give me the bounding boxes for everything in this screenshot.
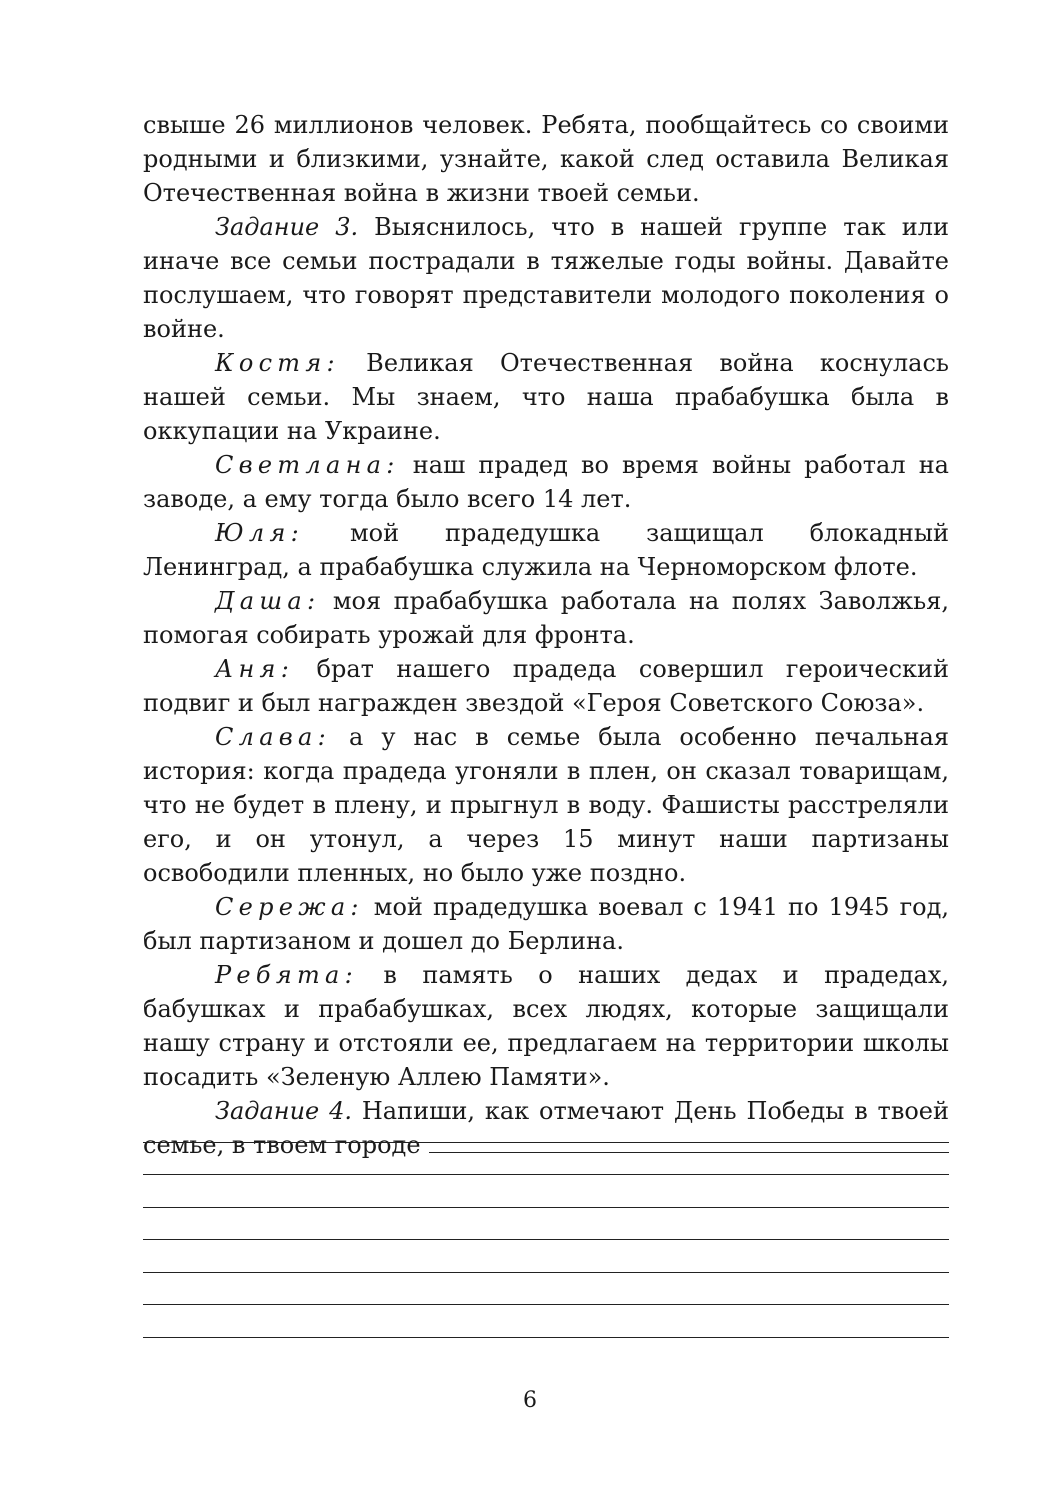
paragraph-intro: свыше 26 миллионов человек. Ребята, пообщайтесь со своими родными и близкими, узнайте, какой след оставила Великая Отечественная война в жизни твоей семьи.	[143, 111, 949, 207]
paragraph-dasha: Даша: моя прабабушка работала на полях Заволжья, помогая собирать урожай для фронта.	[143, 587, 949, 649]
speaker-name: Сережа:	[215, 893, 364, 921]
answer-line[interactable]	[143, 1110, 949, 1143]
task-label: Задание 3.	[215, 213, 359, 241]
speaker-name: Слава:	[215, 723, 331, 751]
speaker-name: Костя:	[215, 349, 340, 377]
answer-line[interactable]	[143, 1240, 949, 1273]
speaker-name: Юля:	[215, 519, 305, 547]
paragraph-seryozha: Сережа: мой прадедушка воевал с 1941 по 1945 год, был партизаном и дошел до Берлина.	[143, 893, 949, 955]
speaker-name: Ребята:	[215, 961, 359, 989]
speaker-name: Светлана:	[215, 451, 400, 479]
speaker-name: Аня:	[215, 655, 295, 683]
task-label: Задание 4.	[215, 1097, 352, 1125]
paragraph-anya: Аня: брат нашего прадеда совершил героический подвиг и был награжден звездой «Героя Советского Союза».	[143, 655, 949, 717]
answer-line[interactable]	[143, 1273, 949, 1306]
answer-line[interactable]	[143, 1175, 949, 1208]
paragraph-task-3: Задание 3. Выяснилось, что в нашей группе так или иначе все семьи пострадали в тяжелые годы войны. Давайте послушаем, что говорят представители молодого поколения о войне.	[143, 213, 950, 343]
answer-line[interactable]	[143, 1143, 949, 1176]
speaker-name: Даша:	[215, 587, 321, 615]
answer-line[interactable]	[143, 1305, 949, 1338]
paragraph-svetlana: Светлана: наш прадед во время войны работал на заводе, а ему тогда было всего 14 лет.	[143, 451, 949, 513]
page-text	[143, 108, 949, 1162]
paragraph-task-4: Задание 4. Напиши, как отмечают День Победы в твоей семье, в твоем городе	[143, 1097, 949, 1159]
page-number: 6	[523, 1388, 537, 1413]
answer-lines[interactable]	[143, 1110, 949, 1338]
answer-line[interactable]	[143, 1208, 949, 1241]
paragraph-yulya: Юля: мой прадедушка защищал блокадный Ленинград, а прабабушка служила на Черноморском флоте.	[143, 519, 949, 581]
paragraph-kostya: Костя: Великая Отечественная война коснулась нашей семьи. Мы знаем, что наша прабабушка была в оккупации на Украине.	[143, 349, 949, 445]
paragraph-rebyata: Ребята: в память о наших дедах и прадедах, бабушках и прабабушках, всех людях, которые защищали нашу страну и отстояли ее, предлагаем на территории школы посадить «Зеленую Аллею Памяти».	[143, 961, 949, 1091]
paragraph-slava: Слава: а у нас в семье была особенно печальная история: когда прадеда угоняли в плен, он сказал товарищам, что не будет в плену, и прыгнул в воду. Фашисты расстреляли его, и он утонул, а через 15 минут наши партизаны освободили пленных, но было уже поздно.	[143, 723, 949, 887]
